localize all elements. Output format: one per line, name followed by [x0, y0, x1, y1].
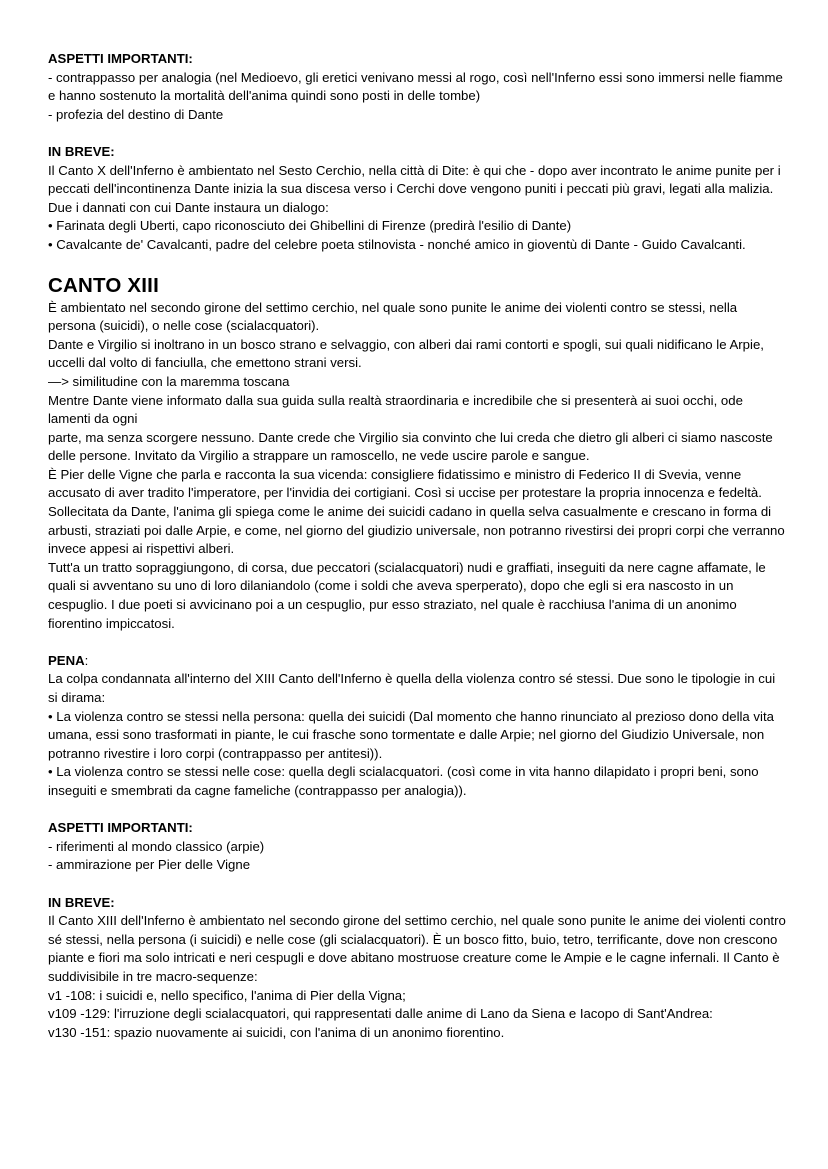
canto-paragraph: Dante e Virgilio si inoltrano in un bosco strano e selvaggio, con alberi dai rami contorti e spogli, sui quali nidificano le Arpie, uccelli dal volto di fanciulla, che emettono strani versi.	[48, 336, 764, 371]
brief-bullet: • Cavalcante de' Cavalcanti, padre del celebre poeta stilnovista - nonché amico in gioventù di Dante - Guido Cavalcanti.	[48, 236, 746, 252]
brief-intro: Due i dannati con cui Dante instaura un dialogo:	[48, 199, 329, 215]
pena-bullet: • La violenza contro se stessi nella persona: quella dei suicidi (Dal momento che hanno rinunciato al prezioso dono della vita umana, essi sono trasformati in piante, le cui frasche sono tormentate e dalle Arpie; nel giorno del Giudizio Universale, non potranno rivestire i loro corpi (contrappasso per antitesi)).	[48, 708, 774, 761]
document-page	[48, 50, 788, 1042]
pena-intro: La colpa condannata all'interno del XIII Canto dell'Inferno è quella della violenza contro sé stessi. Due sono le tipologie in cui si dirama:	[48, 671, 776, 705]
canto-paragraph: —> similitudine con la maremma toscana	[48, 373, 290, 389]
aspects-item: - profezia del destino di Dante	[48, 106, 224, 122]
canto-paragraph: parte, ma senza scorgere nessuno. Dante crede che Virgilio sia convinto che lui creda che dietro gli alberi ci siamo nascoste delle persone. Invitato da Virgilio a strappare un ramoscello, ne vede uscire parole e sangue.	[48, 429, 773, 464]
sequence-item: v130 -151: spazio nuovamente ai suicidi, con l'anima di un anonimo fiorentino.	[48, 1024, 505, 1040]
canto-title: CANTO XIII	[48, 273, 159, 297]
pena-heading: PENA	[48, 652, 85, 668]
sequence-item: v1 -108: i suicidi e, nello specifico, l'anima di Pier della Vigna;	[48, 987, 406, 1003]
brief-bullet: • Farinata degli Uberti, capo riconosciuto dei Ghibellini di Firenze (predirà l'esilio di Dante)	[48, 218, 572, 234]
canto-paragraph: È ambientato nel secondo girone del settimo cerchio, nel quale sono punite le anime dei violenti contro se stessi, nella persona (suicidi), o nelle cose (scialacquatori).	[48, 299, 738, 334]
aspects-item: - ammirazione per Pier delle Vigne	[48, 857, 251, 873]
aspects-heading-xiii: ASPETTI IMPORTANTI:	[48, 820, 193, 836]
aspects-heading-x: ASPETTI IMPORTANTI:	[48, 51, 193, 66]
pena-heading-line	[48, 652, 788, 671]
brief-paragraph: Il Canto X dell'Inferno è ambientato nel Sesto Cerchio, nella città di Dite: è qui che - dopo aver incontrato le anime punite per i peccati dell'incontinenza Dante inizia la sua discesa verso i Cerchi dove vengono puniti i peccati più gravi, legati alla malizia.	[48, 162, 781, 197]
canto-paragraph: Mentre Dante viene informato dalla sua guida sulla realtà straordinaria e incredibile che si presenterà ai suoi occhi, ode lamenti da ogni	[48, 392, 743, 427]
pena-colon: :	[84, 652, 89, 668]
pena-bullet: • La violenza contro se stessi nelle cose: quella degli scialacquatori. (così come in vita hanno dilapidato i propri beni, sono inseguiti e smembrati da cagne fameliche (contrappasso per analogia)).	[48, 764, 759, 798]
aspects-item: - riferimenti al mondo classico (arpie)	[48, 838, 265, 854]
brief-heading-x: IN BREVE:	[48, 143, 115, 159]
canto-paragraph: È Pier delle Vigne che parla e racconta la sua vicenda: consigliere fidatissimo e ministro di Federico II di Svevia, venne accusato di aver tradito l'imperatore, per l'invidia dei cortigiani. Così si uccise per protestare la propria innocenza e fedeltà. Sollecitata da Dante, l'anima gli spiega come le anime dei suicidi cadano in quella selva casualmente e crescano in forma di arbusti, straziati poi dalle Arpie, e come, nel giorno del giudizio universale, non potranno rivestirsi dei propri corpi che verranno invece appesi ai rispettivi alberi.	[48, 466, 785, 557]
brief-heading-xiii: IN BREVE:	[48, 894, 115, 910]
sequence-item: v109 -129: l'irruzione degli scialacquatori, qui rappresentati dalle anime di Lano da Siena e Iacopo di Sant'Andrea:	[48, 1006, 713, 1022]
aspects-item: - contrappasso per analogia (nel Medioevo, gli eretici venivano messi al rogo, così nell'Inferno essi sono immersi nelle fiamme e hanno sostenuto la mortalità dell'anima quindi sono posti in delle tombe)	[48, 69, 783, 104]
canto-paragraph: Tutt'a un tratto sopraggiungono, di corsa, due peccatori (scialacquatori) nudi e graffiati, inseguiti da nere cagne affamate, le quali si avventano su uno di loro dilaniandolo (come i soldi che aveva sperperato), dopo che egli si era nascosto in un cespuglio. I due poeti si avvicinano poi a un cespuglio, pur esso straziato, nel quale è racchiusa l'anima di un anonimo fiorentino impiccatosi.	[48, 559, 766, 631]
brief-paragraph: Il Canto XIII dell'Inferno è ambientato nel secondo girone del settimo cerchio, nel quale sono punite le anime dei violenti contro sé stessi, nella persona (i suicidi) e nelle cose (gli scialacquatori). È un bosco fitto, buio, tetro, terrificante, dove non crescono piante e fiori ma solo intricati e neri cespugli e dove abitano mostruose creature come le Ampie e le cagne infernali. Il Canto è suddivisibile in tre macro-sequenze:	[48, 913, 786, 984]
